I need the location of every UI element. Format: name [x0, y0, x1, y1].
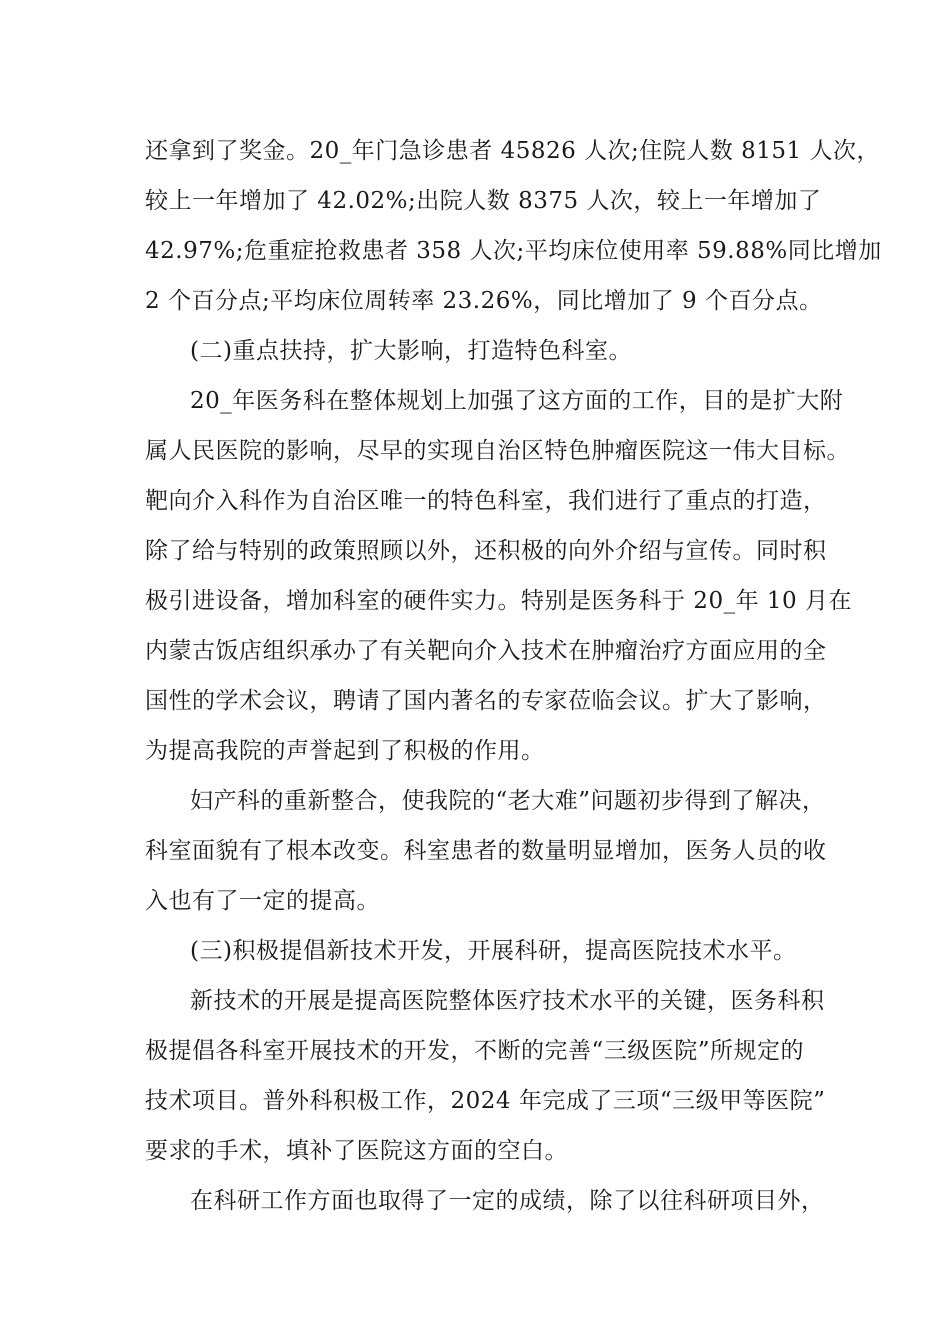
text-line: 较上一年增加了 42.02%;出院人数 8375 人次，较上一年增加了: [145, 188, 822, 214]
text-line: 极提倡各科室开展技术的开发，不断的完善“三级医院”所规定的: [145, 1038, 805, 1064]
text-line: 内蒙古饭店组织承办了有关靶向介入技术在肿瘤治疗方面应用的全: [145, 638, 827, 664]
paragraph-first-line: 新技术的开展是提高医院整体医疗技术水平的关键，医务科积: [190, 988, 825, 1014]
paragraph-first-line: 在科研工作方面也取得了一定的成绩，除了以往科研项目外，: [190, 1188, 825, 1214]
text-line: 为提高我院的声誉起到了积极的作用。: [145, 738, 545, 764]
text-line: 要求的手术，填补了医院这方面的空白。: [145, 1138, 568, 1164]
text-line: 42.97%;危重症抢救患者 358 人次;平均床位使用率 59.88%同比增加: [145, 238, 882, 264]
text-line: 靶向介入科作为自治区唯一的特色科室，我们进行了重点的打造，: [145, 488, 827, 514]
section-heading: (二)重点扶持，扩大影响，打造特色科室。: [190, 338, 632, 364]
text-line: 除了给与特别的政策照顾以外，还积极的向外介绍与宣传。同时积: [145, 538, 827, 564]
text-line: 2 个百分点;平均床位周转率 23.26%，同比增加了 9 个百分点。: [145, 288, 823, 314]
paragraph-first-line: 20_年医务科在整体规划上加强了这方面的工作，目的是扩大附: [190, 388, 844, 414]
text-line: 还拿到了奖金。20_年门急诊患者 45826 人次;住院人数 8151 人次，: [145, 138, 880, 164]
paragraph-first-line: 妇产科的重新整合，使我院的“老大难”问题初步得到了解决，: [190, 788, 826, 814]
text-line: 科室面貌有了根本改变。科室患者的数量明显增加，医务人员的收: [145, 838, 827, 864]
text-line: 属人民医院的影响，尽早的实现自治区特色肿瘤医院这一伟大目标。: [145, 438, 850, 464]
text-line: 国性的学术会议，聘请了国内著名的专家莅临会议。扩大了影响，: [145, 688, 827, 714]
text-line: 技术项目。普外科积极工作，2024 年完成了三项“三级甲等医院”: [145, 1088, 826, 1114]
section-heading: (三)积极提倡新技术开发，开展科研，提高医院技术水平。: [190, 938, 797, 964]
text-line: 入也有了一定的提高。: [145, 888, 380, 914]
text-line: 极引进设备，增加科室的硬件实力。特别是医务科于 20_年 10 月在: [145, 588, 852, 614]
